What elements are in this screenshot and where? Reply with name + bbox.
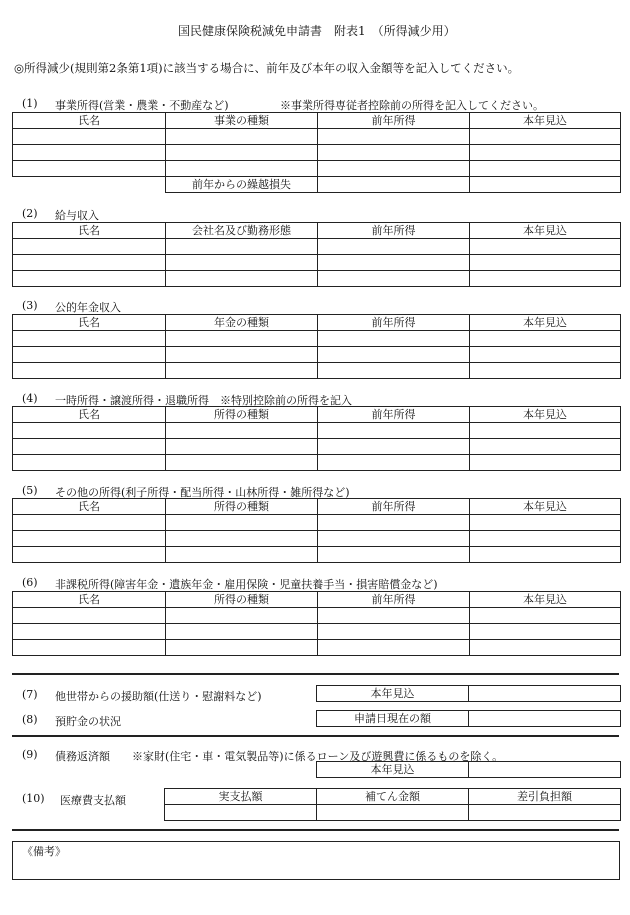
input-cell[interactable] <box>318 271 470 287</box>
input-cell[interactable] <box>13 439 166 455</box>
input-cell[interactable] <box>318 455 470 471</box>
input-cell[interactable] <box>318 531 470 547</box>
input-cell[interactable] <box>318 624 470 640</box>
table-row <box>13 515 621 531</box>
table-row <box>13 145 621 161</box>
form-title: 国民健康保険税減免申請書 附表1 （所得減少用） <box>178 24 456 38</box>
section-9-number: (9) <box>22 748 38 761</box>
input-cell[interactable] <box>13 423 166 439</box>
header-this-year: 本年見込 <box>470 407 621 423</box>
input-cell[interactable] <box>13 331 166 347</box>
table-row <box>13 255 621 271</box>
header-name: 氏名 <box>13 113 166 129</box>
section-1-table <box>12 112 621 193</box>
header-name: 氏名 <box>13 592 166 608</box>
header-this-year: 本年見込 <box>470 223 621 239</box>
table-row <box>317 762 621 778</box>
section-6-table <box>12 591 621 656</box>
section-3-number: (3) <box>22 299 38 312</box>
input-cell[interactable] <box>13 129 166 145</box>
header-this-year: 本年見込 <box>470 113 621 129</box>
section-8-label: 預貯金の状況 <box>55 715 121 728</box>
section-10-table <box>164 788 621 821</box>
section-5-number: (5) <box>22 484 38 497</box>
table-row <box>13 161 621 177</box>
input-cell[interactable] <box>470 363 621 379</box>
input-cell[interactable] <box>13 515 166 531</box>
section-6-number: (6) <box>22 576 38 589</box>
input-cell[interactable] <box>469 762 621 778</box>
table-row <box>165 805 621 821</box>
input-cell[interactable] <box>13 347 166 363</box>
header-income-type: 所得の種類 <box>166 407 318 423</box>
table-header-row <box>13 315 621 331</box>
section-1-label: 事業所得(営業・農業・不動産など) <box>55 99 229 112</box>
input-cell[interactable] <box>166 255 318 271</box>
application-date-label: 申請日現在の額 <box>317 711 469 727</box>
input-cell[interactable] <box>470 531 621 547</box>
header-prev-year: 前年所得 <box>318 592 470 608</box>
section-7-label: 他世帯からの援助額(仕送り・慰謝料など) <box>55 690 262 703</box>
empty-cell <box>13 177 166 193</box>
header-prev-year: 前年所得 <box>318 499 470 515</box>
input-cell[interactable] <box>13 145 166 161</box>
table-row <box>13 423 621 439</box>
header-actual-payment: 実支払額 <box>165 789 317 805</box>
input-cell[interactable] <box>13 161 166 177</box>
input-cell[interactable] <box>166 423 318 439</box>
table-row <box>13 640 621 656</box>
instructions: ◎所得減少(規則第2条第1項)に該当する場合に、前年及び本年の収入金額等を記入してください。 <box>14 61 520 75</box>
input-cell[interactable] <box>166 161 318 177</box>
input-cell[interactable] <box>470 640 621 656</box>
input-cell[interactable] <box>470 129 621 145</box>
input-cell[interactable] <box>318 177 470 193</box>
header-net-burden: 差引負担額 <box>469 789 621 805</box>
header-prev-year: 前年所得 <box>318 223 470 239</box>
carryover-row <box>13 177 621 193</box>
section-8-number: (8) <box>22 713 38 726</box>
section-9-box <box>316 761 621 778</box>
input-cell[interactable] <box>318 331 470 347</box>
input-cell[interactable] <box>166 271 318 287</box>
header-this-year: 本年見込 <box>470 592 621 608</box>
input-cell[interactable] <box>318 439 470 455</box>
input-cell[interactable] <box>318 640 470 656</box>
table-header-row <box>165 789 621 805</box>
section-7-number: (7) <box>22 688 38 701</box>
section-8-box <box>316 710 621 727</box>
this-year-label: 本年見込 <box>317 686 469 702</box>
divider <box>12 829 619 831</box>
input-cell[interactable] <box>317 805 469 821</box>
table-header-row <box>13 113 621 129</box>
input-cell[interactable] <box>470 239 621 255</box>
input-cell[interactable] <box>469 805 621 821</box>
input-cell[interactable] <box>166 624 318 640</box>
input-cell[interactable] <box>318 608 470 624</box>
input-cell[interactable] <box>318 347 470 363</box>
input-cell[interactable] <box>470 547 621 563</box>
input-cell[interactable] <box>13 255 166 271</box>
table-row <box>13 129 621 145</box>
table-header-row <box>13 407 621 423</box>
input-cell[interactable] <box>470 439 621 455</box>
input-cell[interactable] <box>469 686 621 702</box>
header-name: 氏名 <box>13 315 166 331</box>
section-1-number: (1) <box>22 97 38 110</box>
input-cell[interactable] <box>13 239 166 255</box>
section-2-label: 給与収入 <box>55 209 99 222</box>
remarks-box[interactable] <box>12 841 620 880</box>
header-this-year: 本年見込 <box>470 499 621 515</box>
input-cell[interactable] <box>318 145 470 161</box>
input-cell[interactable] <box>13 547 166 563</box>
input-cell[interactable] <box>166 129 318 145</box>
table-row <box>317 686 621 702</box>
section-3-table <box>12 314 621 379</box>
table-row <box>13 363 621 379</box>
table-header-row <box>13 223 621 239</box>
divider <box>12 673 619 675</box>
input-cell[interactable] <box>470 515 621 531</box>
table-row <box>13 331 621 347</box>
input-cell[interactable] <box>470 177 621 193</box>
section-10-label: 医療費支払額 <box>60 794 126 807</box>
header-company: 会社名及び勤務形態 <box>166 223 318 239</box>
divider <box>12 735 619 737</box>
input-cell[interactable] <box>470 347 621 363</box>
input-cell[interactable] <box>318 161 470 177</box>
header-this-year: 本年見込 <box>470 315 621 331</box>
input-cell[interactable] <box>166 363 318 379</box>
section-1-note: ※事業所得専従者控除前の所得を記入してください。 <box>280 99 544 112</box>
section-9-label: 債務返済額 ※家財(住宅・車・電気製品等)に係るローン及び遊興費に係るものを除く。 <box>55 750 504 763</box>
section-4-label: 一時所得・譲渡所得・退職所得 ※特別控除前の所得を記入 <box>55 394 352 407</box>
header-income-type: 所得の種類 <box>166 499 318 515</box>
input-cell[interactable] <box>166 331 318 347</box>
section-10-number: (10) <box>22 792 45 805</box>
header-compensation: 補てん金額 <box>317 789 469 805</box>
input-cell[interactable] <box>166 608 318 624</box>
input-cell[interactable] <box>166 239 318 255</box>
header-income-type: 所得の種類 <box>166 592 318 608</box>
section-7-box <box>316 685 621 702</box>
input-cell[interactable] <box>13 624 166 640</box>
section-6-label: 非課税所得(障害年金・遺族年金・雇用保険・児童扶養手当・損害賠償金など) <box>55 578 438 591</box>
input-cell[interactable] <box>318 547 470 563</box>
input-cell[interactable] <box>318 255 470 271</box>
input-cell[interactable] <box>470 624 621 640</box>
this-year-label: 本年見込 <box>317 762 469 778</box>
input-cell[interactable] <box>470 608 621 624</box>
input-cell[interactable] <box>166 347 318 363</box>
header-name: 氏名 <box>13 407 166 423</box>
header-business-type: 事業の種類 <box>166 113 318 129</box>
table-row <box>13 531 621 547</box>
table-row <box>13 624 621 640</box>
header-prev-year: 前年所得 <box>318 407 470 423</box>
input-cell[interactable] <box>13 455 166 471</box>
input-cell[interactable] <box>166 515 318 531</box>
input-cell[interactable] <box>318 129 470 145</box>
input-cell[interactable] <box>318 239 470 255</box>
input-cell[interactable] <box>470 161 621 177</box>
input-cell[interactable] <box>165 805 317 821</box>
header-prev-year: 前年所得 <box>318 315 470 331</box>
table-row <box>13 547 621 563</box>
input-cell[interactable] <box>166 547 318 563</box>
table-row <box>13 347 621 363</box>
input-cell[interactable] <box>470 455 621 471</box>
table-row <box>13 455 621 471</box>
table-row <box>13 608 621 624</box>
input-cell[interactable] <box>470 255 621 271</box>
input-cell[interactable] <box>318 515 470 531</box>
header-name: 氏名 <box>13 499 166 515</box>
input-cell[interactable] <box>166 145 318 161</box>
input-cell[interactable] <box>166 455 318 471</box>
section-4-table <box>12 406 621 471</box>
section-5-label: その他の所得(利子所得・配当所得・山林所得・雑所得など) <box>55 486 350 499</box>
carryover-label: 前年からの繰越損失 <box>166 177 318 193</box>
header-prev-year: 前年所得 <box>318 113 470 129</box>
section-2-table <box>12 222 621 287</box>
input-cell[interactable] <box>470 423 621 439</box>
input-cell[interactable] <box>166 531 318 547</box>
table-row <box>13 271 621 287</box>
input-cell[interactable] <box>166 640 318 656</box>
input-cell[interactable] <box>13 640 166 656</box>
input-cell[interactable] <box>470 331 621 347</box>
table-header-row <box>13 592 621 608</box>
table-header-row <box>13 499 621 515</box>
input-cell[interactable] <box>470 145 621 161</box>
table-row <box>13 439 621 455</box>
section-4-number: (4) <box>22 392 38 405</box>
input-cell[interactable] <box>469 711 621 727</box>
input-cell[interactable] <box>13 608 166 624</box>
header-name: 氏名 <box>13 223 166 239</box>
section-3-label: 公的年金収入 <box>55 301 121 314</box>
input-cell[interactable] <box>470 271 621 287</box>
input-cell[interactable] <box>13 271 166 287</box>
input-cell[interactable] <box>166 439 318 455</box>
input-cell[interactable] <box>318 363 470 379</box>
table-row <box>317 711 621 727</box>
input-cell[interactable] <box>318 423 470 439</box>
header-pension-type: 年金の種類 <box>166 315 318 331</box>
remarks-label: 《備考》 <box>22 845 66 858</box>
input-cell[interactable] <box>13 531 166 547</box>
section-2-number: (2) <box>22 207 38 220</box>
input-cell[interactable] <box>13 363 166 379</box>
table-row <box>13 239 621 255</box>
section-5-table <box>12 498 621 563</box>
